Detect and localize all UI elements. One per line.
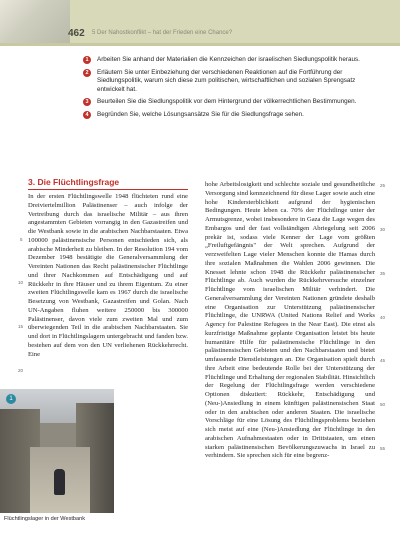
line-number: 45 bbox=[380, 358, 386, 363]
photo-caption: Flüchtlingslager in der Westbank bbox=[4, 516, 86, 522]
task-text: Arbeiten Sie anhand der Materialien die Kennzeichen der israelischen Siedlungspolitik heraus. bbox=[97, 56, 360, 63]
task-item bbox=[83, 98, 383, 107]
task-text: Begründen Sie, welche Lösungsansätze Sie für die Siedlungsfrage sehen. bbox=[97, 110, 304, 118]
left-column-text: In der ersten Flüchtlingswelle 1948 flüchteten rund eine Dreiviertelmillion Palästinenser – auch infolge der Vertreibung durch das israelische Militär – aus ihren angestammten Gebieten vorrangig in den Gazastreifen und die Westbank sowie in die arabischen Nachbarstaaten. Etwa 100000 palästinensische Personen entschieden sich, als arabische Minderheit zu bleiben. In der Resolution 194 vom Dezember 1948 bestätigte die Generalversammlung der Vereinten Nationen das Recht palästinensischer Flüchtlinge und ihrer Nachkommen auf Entschädigung und auf Rückkehr in ihre Häuser und zu ihrem Eigentum. Zu einer zweiten Flüchtlingswelle kam es 1967 durch die israelische Besetzung von Westbank, Gazastreifen und Golan. Nach UN-Angaben fluhen weitere 250000 bis 300000 Palästinenser, davon viele zum zweiten Mal und zum überwiegenden Teil in die arabischen Nachbarstaaten. Sie und dort in Flüchtlingslagern untergebracht und fanden bzw. bestehen auf dem von den UN verliehenen Rückkehrrecht. Eine bbox=[28, 193, 188, 358]
task-item bbox=[83, 111, 383, 120]
right-column bbox=[205, 181, 375, 461]
page-header bbox=[0, 0, 400, 46]
line-number: 15 bbox=[18, 324, 24, 329]
line-number: 25 bbox=[380, 183, 386, 188]
right-column-text: hohe Arbeitslosigkeit und schlechte soziale und gesundheitliche Versorgung sind kennzeichnend für diese Lager sowie auch eine hohe Kindersterblichkeit aufgrund der hygienischen Bedingungen. Heute leben ca. 70% der Flüchtlinge unter der Armutsgrenze, wobei insbesondere in Gaza die Lage wegen des Embargos und der fast vollständigen Abriegelung seit 2006 prekär ist, sodass viele Kenner der Lage vom größten „Freiluftgefängnis" der Welt sprechen. Aufgrund der verzweifelten Lage vieler Menschen konnte die Hamas durch ihre sozialen Maßnahmen die Wahlen 2006 gewinnen. Die Knesset lehnte schon 1948 die Rückkehr palästinensischer Flüchtlinge ab. Auch wurden die Rückkehrversuche einzelner Flüchtlinge vom israelischen Militär verhindert. Die Generalversammlung der Vereinten Nationen gründete deshalb eine Organisation zur Unterstützung palästinensischer Flüchtlinge, die UNRWA (United Nations Relief and Works Agency for Palestine Refugees in the Near East). Die einst als kurzfristige Maßnahme geplante Organisation leistet bis heute humanitäre Hilfe für palästinensische Flüchtlinge in den palästinensischen Gebieten und den Nachbarstaaten und bietet umfassende Dienstleistungen an. Die Organisation spielt durch ihre Arbeit eine bedeutende Rolle bei der Unterstützung der Flüchtlinge und Erhaltung der regionalen Stabilität. Hinsichtlich der Regelung der Flüchtlingsfrage werden verschiedene Optionen diskutiert: Rückkehr, Entschädigung und (Neu-)Ansiedlung in einem künftigen palästinensischen Staat oder in den arabischen oder anderen Staaten. Die israelische Vorschläge für eine Lösung des Flüchtlingsproblems beziehen sich meist auf eine (Neu-)Ansiedlung der Flüchtlinge in den arabischen Aufnahmestaaten oder in Drittstaaten, um einen starken palästinensischen Bevölkerungszuwachs in Israel zu verhindern. Sie sprechen sich für eine begrenz- bbox=[205, 181, 375, 460]
task-number-badge: 1 bbox=[83, 56, 91, 64]
task-text: Beurteilen Sie die Siedlungspolitik vor dem Hintergrund der völkerrechtlichen Bestimmungen. bbox=[97, 98, 357, 105]
section-rule bbox=[28, 189, 188, 190]
task-list bbox=[83, 56, 383, 123]
line-number: 55 bbox=[380, 446, 386, 451]
task-number-badge: 2 bbox=[83, 69, 91, 77]
line-number: 30 bbox=[380, 227, 386, 232]
refugee-camp-photo bbox=[0, 389, 114, 513]
header-image bbox=[0, 0, 70, 46]
task-item bbox=[83, 56, 383, 65]
section-title: 3. Die Flüchtlingsfrage bbox=[28, 177, 120, 187]
line-number: 35 bbox=[380, 271, 386, 276]
task-item bbox=[83, 69, 383, 95]
left-column bbox=[28, 193, 188, 359]
photo-child-figure bbox=[54, 469, 65, 495]
task-number-badge: 3 bbox=[83, 98, 91, 106]
line-number: 50 bbox=[380, 402, 386, 407]
line-number: 10 bbox=[18, 280, 24, 285]
page-number: 462 bbox=[68, 28, 85, 39]
photo-number-badge: 1 bbox=[6, 394, 16, 404]
line-number: 40 bbox=[380, 315, 386, 320]
header-divider bbox=[0, 43, 400, 46]
task-text: Erläutern Sie unter Einbeziehung der verschiedenen Reaktionen auf die Fortführung der Siedlungspolitik, warum sich diese zum politischen, wirtschaftlichen und sozialen Sprengsatz entwickelt hat. bbox=[97, 68, 356, 93]
line-number: 20 bbox=[18, 368, 24, 373]
chapter-title: 5 Der Nahostkonflikt – hat der Frieden eine Chance? bbox=[92, 30, 233, 36]
task-number-badge: 4 bbox=[83, 111, 91, 119]
line-number: 5 bbox=[20, 237, 23, 242]
